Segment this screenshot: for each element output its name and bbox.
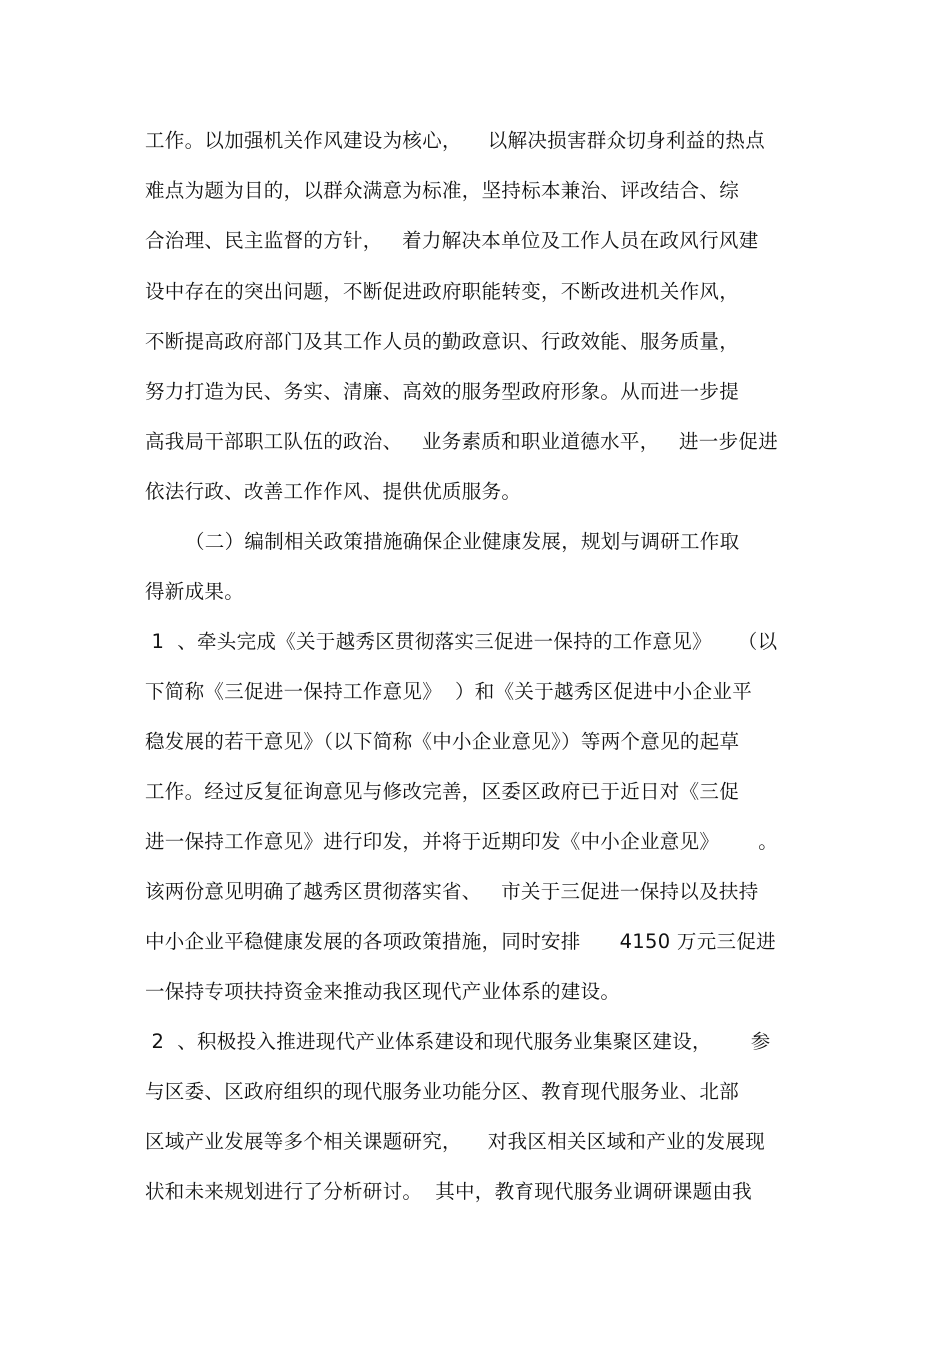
text-line: 中小企业平稳健康发展的各项政策措施，同时安排 4150 万元三促进 xyxy=(145,930,776,953)
text-line: 与区委、区政府组织的现代服务业功能分区、教育现代服务业、北部 xyxy=(145,1080,740,1103)
text-line: 该两份意见明确了越秀区贯彻落实省、 市关于三促进一保持以及扶持 xyxy=(145,880,759,903)
text-line: 工作。以加强机关作风建设为核心， 以解决损害群众切身利益的热点 xyxy=(145,129,765,152)
text-line: 合治理、民主监督的方针， 着力解决本单位及工作人员在政风行风建 xyxy=(145,229,759,252)
text-line: 难点为题为目的，以群众满意为标准，坚持标本兼治、评改结合、综 xyxy=(145,179,740,202)
numbered-item-2: 2 、积极投入推进现代产业体系建设和现代服务业集聚区建设， 参 xyxy=(145,1030,771,1053)
text-line: 状和未来规划进行了分析研讨。 其中，教育现代服务业调研课题由我 xyxy=(145,1180,752,1203)
text-line: 工作。经过反复征询意见与修改完善，区委区政府已于近日对《三促 xyxy=(145,780,740,803)
text-line: 区域产业发展等多个相关课题研究， 对我区相关区域和产业的发展现 xyxy=(145,1130,765,1153)
text-line: 设中存在的突出问题，不断促进政府职能转变，不断改进机关作风， xyxy=(145,280,740,303)
text-line: 稳发展的若干意见》（以下简称《中小企业意见》）等两个意见的起草 xyxy=(145,730,740,753)
text-line: 不断提高政府部门及其工作人员的勤政意识、行政效能、服务质量， xyxy=(145,330,740,353)
text-line: 下简称《三促进一保持工作意见》 ）和《关于越秀区促进中小企业平 xyxy=(145,680,752,703)
text-line: 一保持专项扶持资金来推动我区现代产业体系的建设。 xyxy=(145,980,621,1003)
text-line: 得新成果。 xyxy=(145,580,245,603)
text-line: 依法行政、改善工作作风、提供优质服务。 xyxy=(145,480,522,503)
text-line: 努力打造为民、务实、清廉、高效的服务型政府形象。从而进一步提 xyxy=(145,380,740,403)
numbered-item-1: 1 、牵头完成《关于越秀区贯彻落实三促进一保持的工作意见》 （以 xyxy=(145,630,778,653)
section-heading: （二）编制相关政策措施确保企业健康发展，规划与调研工作取 xyxy=(185,530,740,553)
text-line: 高我局干部职工队伍的政治、 业务素质和职业道德水平， 进一步促进 xyxy=(145,430,778,453)
text-line: 进一保持工作意见》进行印发，并将于近期印发《中小企业意见》 。 xyxy=(145,830,778,853)
